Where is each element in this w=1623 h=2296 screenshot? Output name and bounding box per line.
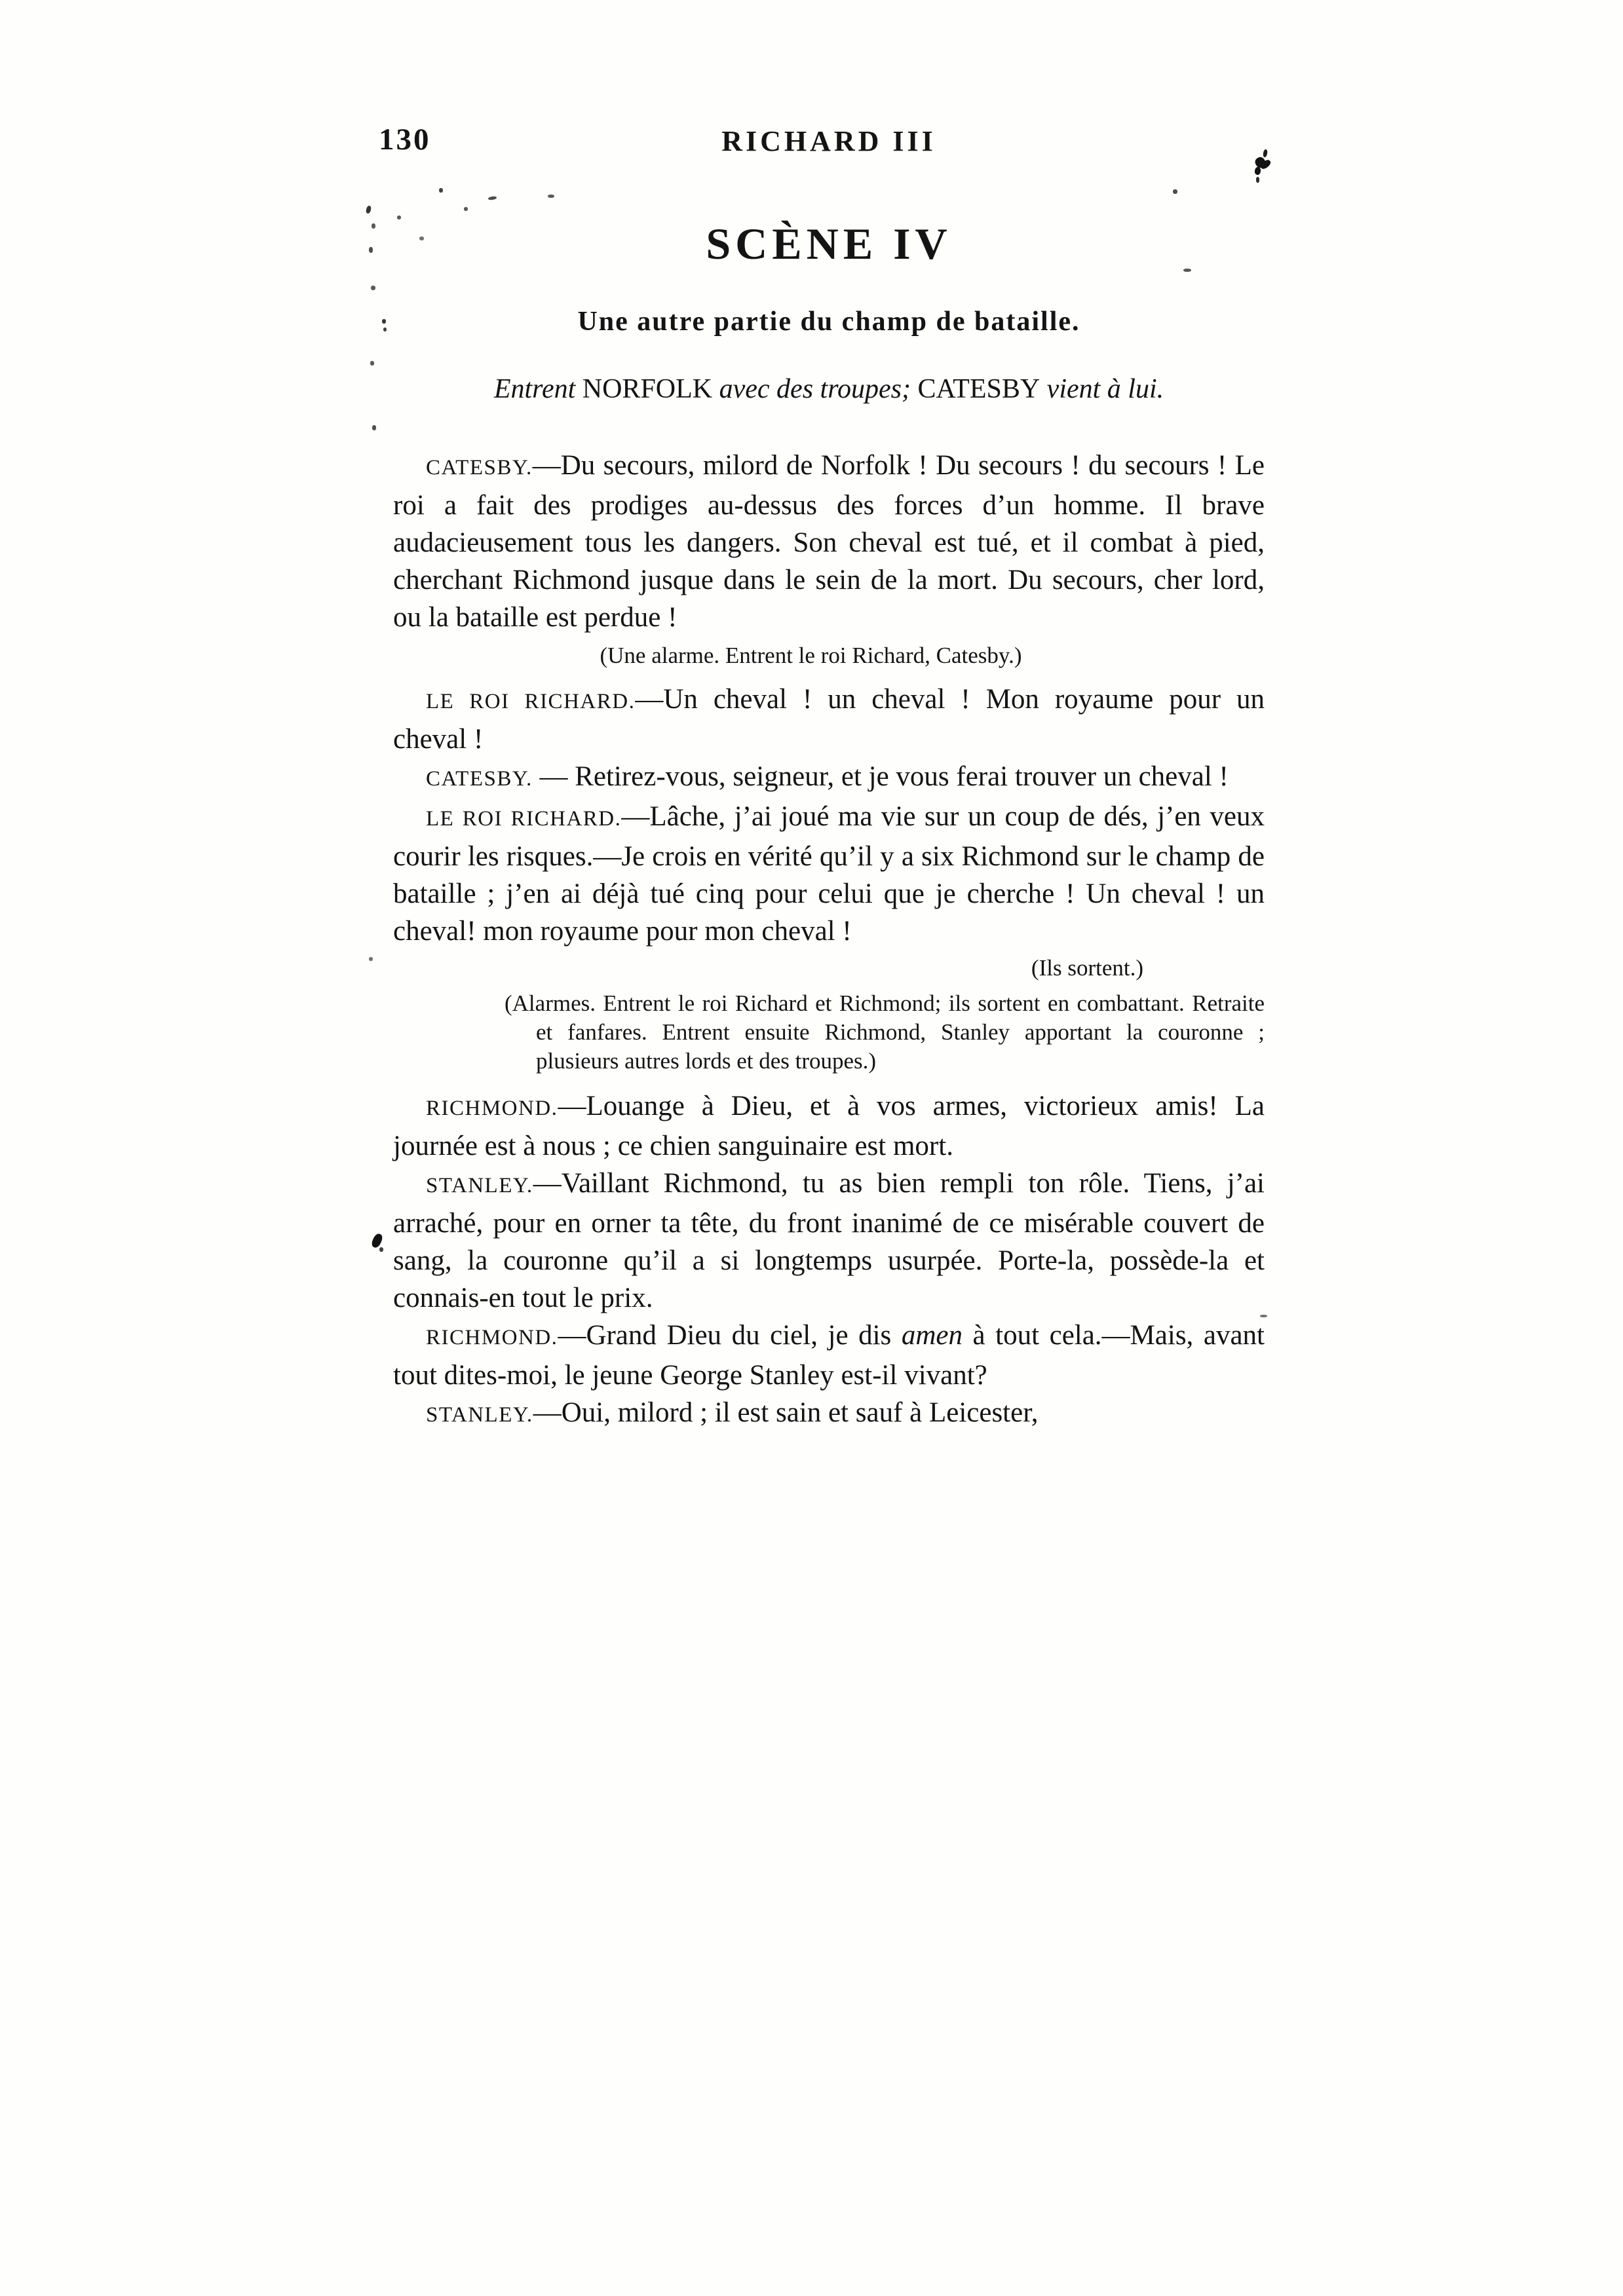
text-segment: amen (901, 1320, 963, 1351)
speaker-name: LE ROI RICHARD. (426, 690, 636, 714)
ink-speck (369, 957, 373, 961)
speaker-name: RICHMOND. (426, 1326, 558, 1350)
stage-direction (393, 641, 1229, 670)
text-segment: —Oui, milord ; il est sain et sauf à Leicester, (533, 1397, 1039, 1429)
stage-direction (393, 373, 1265, 405)
ink-speck (382, 319, 386, 324)
stage-direction (505, 989, 1265, 1076)
speaker-name: STANLEY. (426, 1174, 533, 1198)
text-segment: (Alarmes. Entrent le roi Richard et Richmond; ils sortent en combattant. Retraite et fanfares. Entrent ensuite Richmond, Stanley apportant la couronne ; plusieurs autres lords et des troupes.) (505, 990, 1265, 1074)
text-segment: (Une alarme. Entrent le roi Richard, Catesby.) (600, 643, 1022, 669)
speech-paragraph (393, 1394, 1265, 1434)
text-segment: (Ils sortent.) (1031, 955, 1143, 981)
text-segment: —Vaillant Richmond, tu as bien rempli ton rôle. Tiens, j’ai arraché, pour en orner ta tête, du front inanimé de ce misérable couvert de sang, la couronne qu’il a si longtemps usurpée. Porte-la, possède-la et connais-en tout le prix. (393, 1168, 1265, 1314)
ink-speck (379, 1247, 383, 1252)
speaker-name: CATESBY. (426, 456, 533, 480)
speaker-name: CATESBY. (426, 767, 533, 791)
text-segment: NORFOLK (582, 374, 713, 405)
speech-paragraph (393, 1087, 1265, 1165)
text-segment: avec des troupes; (712, 374, 918, 405)
page-content (393, 0, 1265, 1434)
speech-paragraph (393, 447, 1265, 636)
speaker-name: LE ROI RICHARD. (426, 807, 622, 831)
speech-paragraph (393, 758, 1265, 798)
text-segment: vient à lui. (1040, 374, 1164, 405)
scene-location: Une autre partie du champ de bataille. (577, 307, 1080, 337)
text-segment: Entrent (493, 374, 582, 405)
speech-paragraph (393, 1165, 1265, 1317)
speech-paragraph (393, 1317, 1265, 1394)
ink-speck (383, 328, 387, 331)
text-segment: —Grand Dieu du ciel, je dis (558, 1320, 902, 1351)
ink-speck (372, 425, 376, 430)
ink-speck (371, 286, 375, 290)
ink-speck (370, 1232, 384, 1249)
text-segment: — Retirez-vous, seigneur, et je vous ferai trouver un cheval ! (532, 761, 1229, 793)
ink-speck (372, 223, 375, 229)
text-segment: —Louange à Dieu, et à vos armes, victorieux amis! La journée est à nous ; ce chien sanguinaire est mort. (393, 1091, 1265, 1162)
text-segment: —Un cheval ! un cheval ! Mon royaume pour un cheval ! (393, 684, 1265, 755)
speech-paragraph (393, 798, 1265, 950)
text-segment: CATESBY (917, 374, 1041, 405)
scene-heading: SCÈNE IV (706, 219, 952, 269)
ink-speck (370, 361, 374, 366)
page-number: 130 (379, 122, 431, 157)
text-segment: —Lâche, j’ai joué ma vie sur un coup de dés, j’en veux courir les risques.—Je crois en vérité qu’il y a six Richmond sur le champ de bataille ; j’en ai déjà tué cinq pour celui que je cherche ! Un cheval ! un cheval! mon royaume pour mon cheval ! (393, 801, 1265, 947)
ink-speck (369, 247, 373, 253)
ink-speck (366, 205, 372, 214)
speech-paragraph (393, 681, 1265, 758)
speaker-name: STANLEY. (426, 1403, 533, 1427)
text-segment: —Du secours, milord de Norfolk ! Du secours ! du secours ! Le roi a fait des prodiges au-dessus des forces d’un homme. Il brave audacieusement tous les dangers. Son cheval est tué, et il combat à pied, cherchant Richmond jusque dans le sein de la mort. Du secours, cher lord, ou la bataille est perdue ! (393, 450, 1265, 633)
speaker-name: RICHMOND. (426, 1097, 558, 1121)
stage-direction (393, 954, 1265, 983)
body-blocks (393, 373, 1265, 1434)
text-segment: à tout cela.—Mais, avant tout dites-moi, le jeune George Stanley est-il vivant? (393, 1320, 1265, 1391)
running-title: RICHARD III (721, 125, 936, 157)
